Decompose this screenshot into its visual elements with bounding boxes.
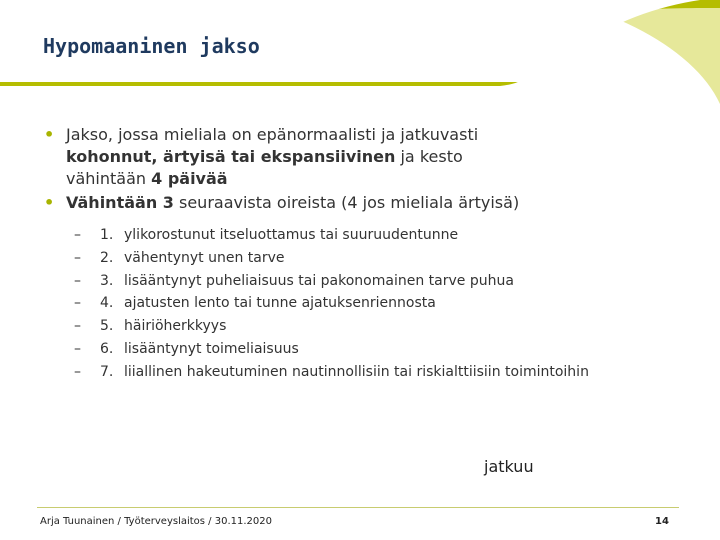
item-number: 1. [100,227,114,243]
list-item [74,361,704,384]
item-number: 4. [100,295,114,312]
bullet-oireet [44,192,704,214]
dash-icon: – [74,295,81,312]
list-item [74,315,704,338]
list-item [74,338,704,361]
dash-icon: – [74,318,81,335]
item-text: ylikorostunut itseluottamus tai suuruudentunne [124,227,459,243]
dash-icon: – [74,249,81,266]
list-item [74,292,704,315]
page-number: 14 [655,516,669,527]
bullet-2-bold: Vähintään 3 [66,193,174,212]
bullet-dot-icon: • [44,193,55,212]
bullet-dot-icon: • [44,125,55,144]
bullet-1-line1: Jakso, jossa mieliala on epänormaalisti ja jatkuvasti [66,125,479,144]
item-number: 2. [100,249,114,266]
item-number: 7. [100,363,114,380]
bullet-jakso [44,124,704,190]
item-text: lisääntynyt puheliaisuus tai pakonomainen tarve puhua [124,272,514,289]
item-text: liiallinen hakeutuminen nautinnollisiin tai riskialttiisiin toimintoihin [124,363,589,380]
continue-label: jatkuu [484,457,534,476]
footer-author: Arja Tuunainen / Työterveyslaitos / 30.11.2020 [40,516,272,527]
item-number: 6. [100,340,114,357]
list-item [74,247,704,270]
bullet-1-line3-prefix: vähintään [66,169,152,188]
bullet-1-bold: kohonnut, ärtyisä tai ekspansiivinen [66,147,396,166]
page-title: Hypomaaninen jakso [43,34,260,58]
symptom-list [44,224,704,384]
slide-content [44,124,704,384]
item-text: vähentynyt unen tarve [124,249,285,266]
dash-icon: – [74,363,81,380]
dash-icon: – [74,272,81,289]
footer-divider [37,507,679,508]
bullet-1-duration: 4 päivää [151,169,228,188]
list-item [74,224,704,247]
dash-icon: – [74,227,81,243]
list-item [74,270,704,293]
bullet-2-rest: seuraavista oireista (4 jos mieliala ärtyisä) [173,193,520,212]
item-text: häiriöherkkyys [124,318,227,335]
bullet-1-line2-rest: ja kesto [395,147,463,166]
item-text: ajatusten lento tai tunne ajatuksenriennosta [124,295,436,312]
dash-icon: – [74,340,81,357]
item-text: lisääntynyt toimeliaisuus [124,340,299,357]
item-number: 3. [100,272,114,289]
item-number: 5. [100,318,114,335]
